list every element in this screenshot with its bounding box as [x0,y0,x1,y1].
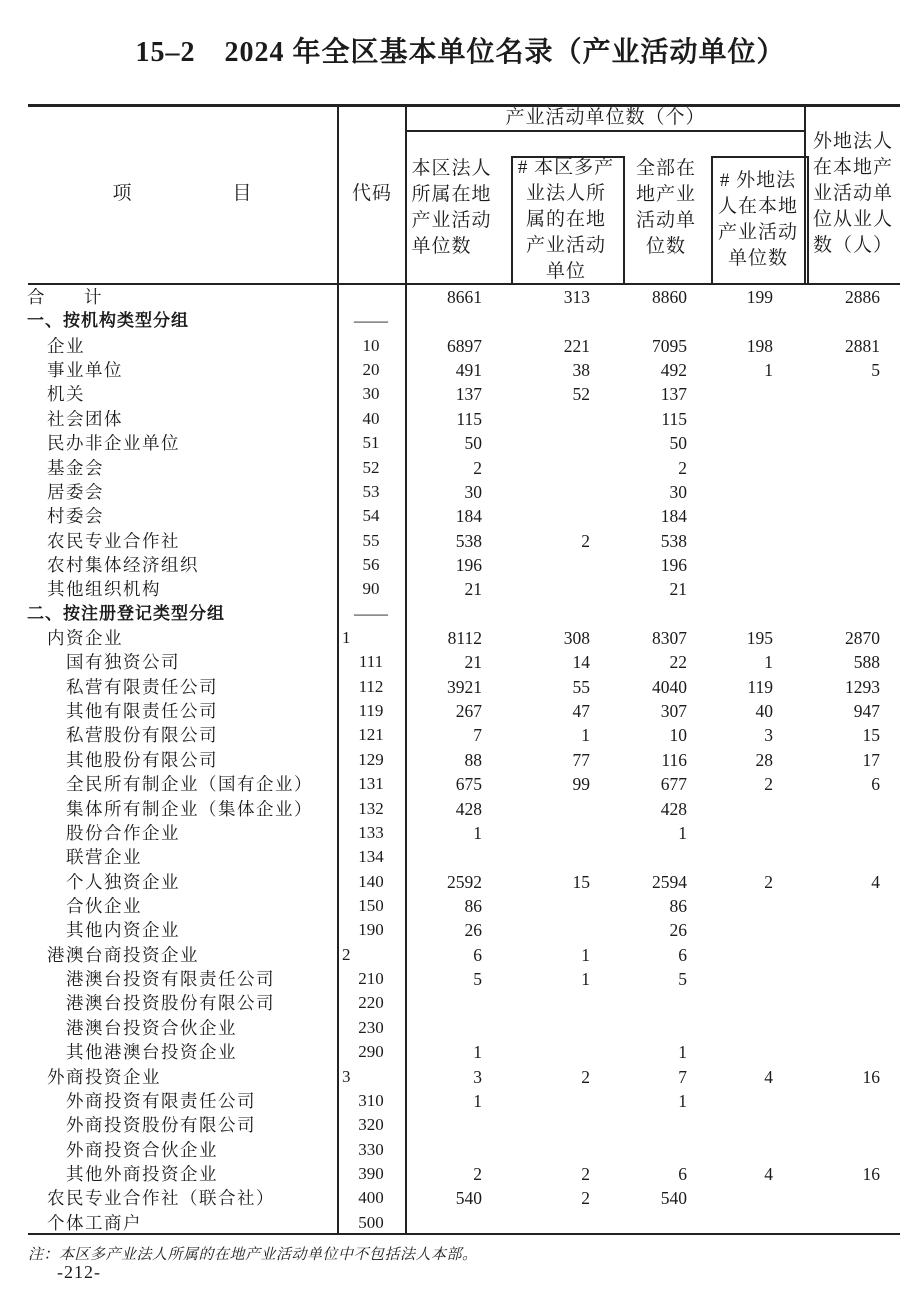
row-value: 2870 [845,628,880,649]
row-value: 308 [563,628,590,649]
row-code: 140 [358,871,384,891]
table-row [0,480,921,504]
row-value: 538 [660,530,687,551]
row-value: 50 [464,433,482,454]
row-value: 677 [660,774,687,795]
row-value: 3 [473,1066,482,1087]
table-row [0,797,921,821]
table-row [0,1162,921,1186]
table-row [0,821,921,845]
row-value: 14 [572,652,590,673]
row-value: 86 [464,895,482,916]
row-value: 15 [572,871,590,892]
row-code: 390 [358,1163,384,1183]
table-row [0,723,921,747]
row-value: 1 [678,822,687,843]
row-label: 私营股份有限公司 [66,725,218,746]
row-value: 77 [572,749,590,770]
row-value: 2 [764,774,773,795]
row-value: 428 [660,798,687,819]
row-label: 其他组织机构 [47,579,161,600]
row-value: 540 [455,1188,482,1209]
row-code: 10 [362,335,380,355]
row-value: 8661 [447,287,482,307]
column-header-multi-units: # 本区多产业法人所属的在地产业活动单位 [517,156,615,282]
table-row [0,894,921,918]
row-value: 6 [678,944,687,965]
table-row [0,309,921,333]
row-value: 428 [455,798,482,819]
row-value: 15 [862,725,880,746]
row-value: 221 [563,335,590,356]
column-header-item: 项 目 [112,182,253,204]
footnote: 注：本区多产业法人所属的在地产业活动单位中不包括法人本部。 [28,1247,478,1263]
row-value: 2886 [845,287,880,307]
row-code: 210 [358,969,384,989]
row-value: 5 [473,969,482,990]
row-code: 190 [358,920,384,940]
row-value: 21 [464,652,482,673]
row-label: 港澳台投资合伙企业 [66,1017,237,1038]
row-value: 195 [746,628,773,649]
table-row [0,1113,921,1137]
table-row [0,334,921,358]
row-label: 社会团体 [47,408,123,429]
row-value: 5 [871,360,880,381]
row-label: 村委会 [47,506,104,527]
row-value: 115 [661,408,687,429]
table-row [0,650,921,674]
row-code: 1 [342,628,351,648]
column-header-code: 代码 [351,182,392,204]
row-value: 1 [678,1090,687,1111]
row-label: 二、按注册登记类型分组 [27,603,225,623]
row-code: 290 [358,1042,384,1062]
row-value: 26 [669,920,687,941]
table-row [0,456,921,480]
table-row [0,675,921,699]
row-value: 199 [746,287,773,307]
row-code: 3 [342,1066,351,1086]
row-value: 2 [581,1066,590,1087]
row-value: 1 [473,822,482,843]
row-label: 个人独资企业 [66,871,180,892]
row-value: 6 [473,944,482,965]
row-value: 2 [473,457,482,478]
table-row [0,553,921,577]
row-label: 基金会 [47,457,104,478]
row-code: 54 [362,506,380,526]
row-value: 137 [455,384,482,405]
row-code: 20 [362,360,380,380]
table-row [0,967,921,991]
row-value: 184 [455,506,482,527]
row-value: 30 [464,481,482,502]
table-row [0,1065,921,1089]
page-number: -212- [57,1262,101,1282]
row-value: 1 [581,969,590,990]
row-code: 119 [358,701,384,721]
row-code: 111 [358,652,384,672]
row-value: 21 [669,579,687,600]
row-code: 310 [358,1090,384,1110]
row-code: 55 [362,530,380,550]
table-row [0,772,921,796]
row-value: 21 [464,579,482,600]
table-row [0,845,921,869]
row-label: 外商投资股份有限公司 [66,1115,256,1136]
row-value: 28 [755,749,773,770]
row-label: 内资企业 [47,628,123,649]
row-value: 55 [572,676,590,697]
row-value: 99 [572,774,590,795]
row-value: 947 [853,701,880,722]
row-label: 机关 [47,384,85,405]
row-label: 合伙企业 [66,895,142,916]
row-value: 1 [764,652,773,673]
row-label: 其他有限责任公司 [66,701,218,722]
row-label: 其他外商投资企业 [66,1163,218,1184]
row-value: 47 [572,701,590,722]
row-code: 121 [358,725,384,745]
row-value: 2 [581,1163,590,1184]
row-value: 198 [746,335,773,356]
row-value: 26 [464,920,482,941]
row-value: 1 [678,1042,687,1063]
row-label: 全民所有制企业（国有企业） [66,774,313,795]
row-value: 50 [669,433,687,454]
row-value: 116 [661,749,687,770]
row-value: 115 [456,408,482,429]
row-label: 农村集体经济组织 [47,554,199,575]
row-value: 313 [563,287,590,307]
page-title: 15–2 2024 年全区基本单位名录（产业活动单位） [135,37,786,68]
row-label: 其他港澳台投资企业 [66,1042,237,1063]
row-label: 港澳台商投资企业 [47,944,199,965]
row-value: 38 [572,360,590,381]
row-value: 2881 [845,335,880,356]
group-header-unit-counts: 产业活动单位数（个） [505,106,706,128]
row-value: 3 [764,725,773,746]
row-value: 3921 [447,676,482,697]
row-value: 1 [581,725,590,746]
row-value: 1 [764,360,773,381]
row-value: 22 [669,652,687,673]
row-label: 居委会 [47,481,104,502]
row-value: 307 [660,701,687,722]
row-code: —— [354,603,388,623]
table-row [0,407,921,431]
row-value: 6897 [447,335,482,356]
row-value: 52 [572,384,590,405]
row-label: 企业 [47,335,85,356]
column-header-nonlocal-units: # 外地法人在本地产业活动单位数 [718,169,799,269]
row-label: 外商投资有限责任公司 [66,1090,256,1111]
row-value: 2 [764,871,773,892]
row-value: 6 [871,774,880,795]
row-value: 8112 [447,628,482,649]
row-value: 4040 [652,676,687,697]
row-code: 56 [362,554,380,574]
row-value: 2 [581,1188,590,1209]
table-row [0,1040,921,1064]
row-code: 2 [342,944,351,964]
row-value: 16 [862,1163,880,1184]
table-row [0,529,921,553]
table-row [0,285,921,309]
row-label: 国有独资公司 [66,652,180,673]
row-value: 6 [678,1163,687,1184]
row-label: 农民专业合作社 [47,530,180,551]
row-value: 196 [455,554,482,575]
row-label: 港澳台投资股份有限公司 [66,993,275,1014]
row-code: 150 [358,895,384,915]
row-code: 320 [358,1115,384,1135]
row-value: 119 [747,676,773,697]
row-code: 132 [358,798,384,818]
row-value: 2592 [447,871,482,892]
table-row [0,1211,921,1235]
column-header-nonlocal-staff: 外地法人在本地产业活动单位从业人数（人） [813,130,894,256]
row-label: 股份合作企业 [66,822,180,843]
table-row [0,1138,921,1162]
row-code: 90 [362,579,380,599]
row-code: 52 [362,457,380,477]
row-value: 2 [473,1163,482,1184]
row-value: 1293 [845,676,880,697]
column-header-local-units: 本区法人所属在地产业活动单位数 [411,157,492,257]
row-code: 134 [358,847,384,867]
row-value: 7095 [652,335,687,356]
row-value: 17 [862,749,880,770]
row-label: 民办非企业单位 [47,433,180,454]
table-row [0,602,921,626]
row-code: 400 [358,1188,384,1208]
row-value: 588 [853,652,880,673]
row-code: —— [354,311,388,331]
row-code: 230 [358,1017,384,1037]
row-value: 10 [669,725,687,746]
row-value: 7 [473,725,482,746]
table-row [0,699,921,723]
row-label: 农民专业合作社（联合社） [47,1188,275,1209]
row-code: 51 [362,433,380,453]
row-value: 4 [871,871,880,892]
row-value: 30 [669,481,687,502]
row-value: 267 [455,701,482,722]
row-value: 1 [473,1042,482,1063]
row-value: 137 [660,384,687,405]
row-label: 外商投资合伙企业 [66,1139,218,1160]
table-row [0,358,921,382]
row-code: 220 [358,993,384,1013]
row-value: 86 [669,895,687,916]
table-row [0,577,921,601]
row-label: 其他内资企业 [66,920,180,941]
row-code: 500 [358,1212,384,1232]
row-value: 8860 [652,287,687,307]
row-code: 53 [362,481,380,501]
table-row [0,943,921,967]
table-row [0,626,921,650]
row-value: 2594 [652,871,687,892]
row-value: 184 [660,506,687,527]
row-code: 131 [358,774,384,794]
row-code: 40 [362,408,380,428]
row-value: 2 [678,457,687,478]
table-row [0,748,921,772]
row-value: 492 [660,360,687,381]
table-row [0,1186,921,1210]
row-label: 私营有限责任公司 [66,676,218,697]
row-label: 港澳台投资有限责任公司 [66,969,275,990]
row-value: 4 [764,1066,773,1087]
row-value: 40 [755,701,773,722]
row-label: 联营企业 [66,847,142,868]
row-value: 4 [764,1163,773,1184]
row-code: 112 [358,676,384,696]
row-value: 675 [455,774,482,795]
table-row [0,1016,921,1040]
column-header-all-units: 全部在地产业活动单位数 [635,157,696,257]
row-label: 事业单位 [47,360,123,381]
row-code: 30 [362,384,380,404]
row-value: 1 [473,1090,482,1111]
row-code: 129 [358,749,384,769]
row-value: 540 [660,1188,687,1209]
table-row [0,431,921,455]
row-label: 集体所有制企业（集体企业） [66,798,313,819]
row-value: 7 [678,1066,687,1087]
row-code: 133 [358,822,384,842]
table-row [0,870,921,894]
row-value: 5 [678,969,687,990]
table-row [0,991,921,1015]
table-row [0,918,921,942]
row-label: 个体工商户 [47,1212,142,1233]
row-value: 196 [660,554,687,575]
row-value: 491 [455,360,482,381]
table-row [0,504,921,528]
row-value: 1 [581,944,590,965]
row-code: 330 [358,1139,384,1159]
row-value: 538 [455,530,482,551]
row-value: 88 [464,749,482,770]
row-value: 2 [581,530,590,551]
table-row [0,1089,921,1113]
table-row [0,382,921,406]
table-body [0,285,921,1235]
row-label: 外商投资企业 [47,1066,161,1087]
row-value: 8307 [652,628,687,649]
row-label: 其他股份有限公司 [66,749,218,770]
row-value: 16 [862,1066,880,1087]
row-label: 一、按机构类型分组 [27,311,189,331]
row-label: 合 计 [27,287,103,307]
